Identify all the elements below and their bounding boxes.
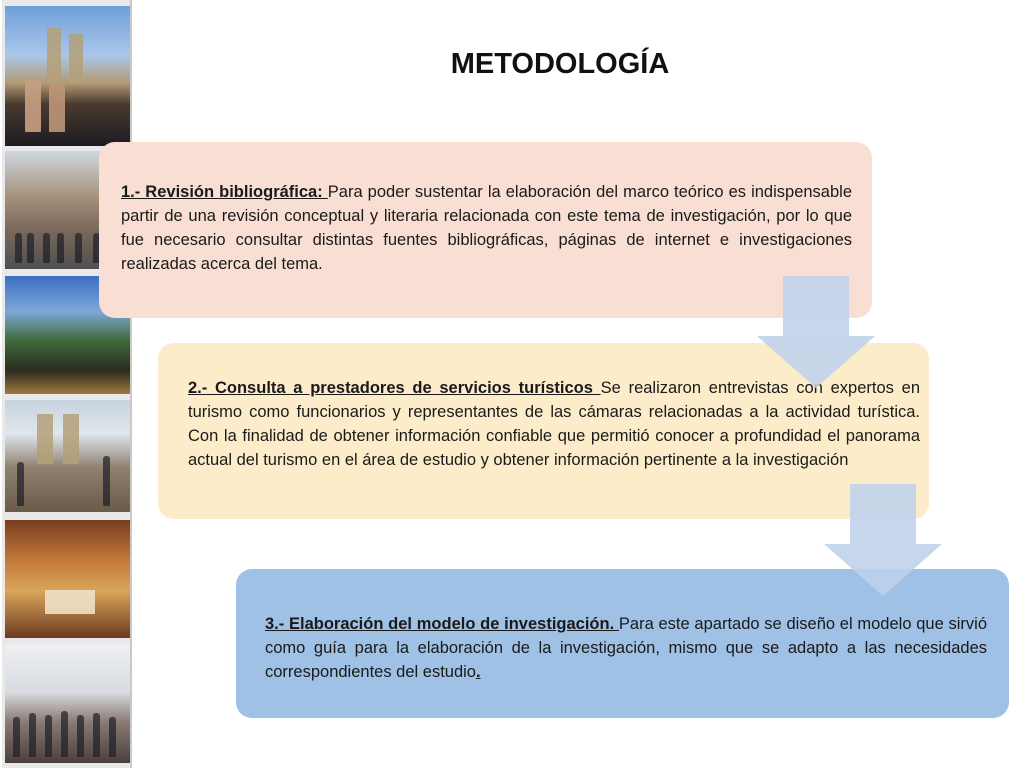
photo-tourists-walking [5,645,130,763]
down-arrow-1-icon [757,276,875,388]
down-arrow-2-icon [824,484,942,596]
photo-church-plaza [5,400,130,512]
step-3-heading: 3.- Elaboración del modelo de investigación. [265,615,619,633]
slide-title: METODOLOGÍA [450,48,670,80]
step-2-text: Se realizaron entrevistas con expertos en turismo como funcionarios y representantes de las cámaras relacionadas a la actividad turística. Con la finalidad de obtener información confiable que permitió conocer a profundidad el panorama actual del turismo en el área de estudio y obtener información pertinente a la investigación [188,379,920,469]
photo-hotel-room [5,520,130,638]
step-2-heading: 2.- Consulta a prestadores de servicios turísticos [188,379,601,397]
step-3-text: Para este apartado se diseño el modelo que sirvió como guía para la elaboración de la investigación, mismo que se adapto a las necesidades correspondientes del estudio [265,615,987,681]
step-1-text: Para poder sustentar la elaboración del marco teórico es indispensable partir de una revisión conceptual y literaria relacionada con este tema de investigación, por lo que fue necesario consultar distintas fuentes bibliográficas, páginas de internet e investigaciones realizadas acerca del tema. [121,183,852,273]
step-3-period: . [475,663,481,681]
step-1-heading: 1.- Revisión bibliográfica: [121,183,328,201]
photo-strip [2,0,132,768]
photo-cathedral-pool [5,6,130,146]
